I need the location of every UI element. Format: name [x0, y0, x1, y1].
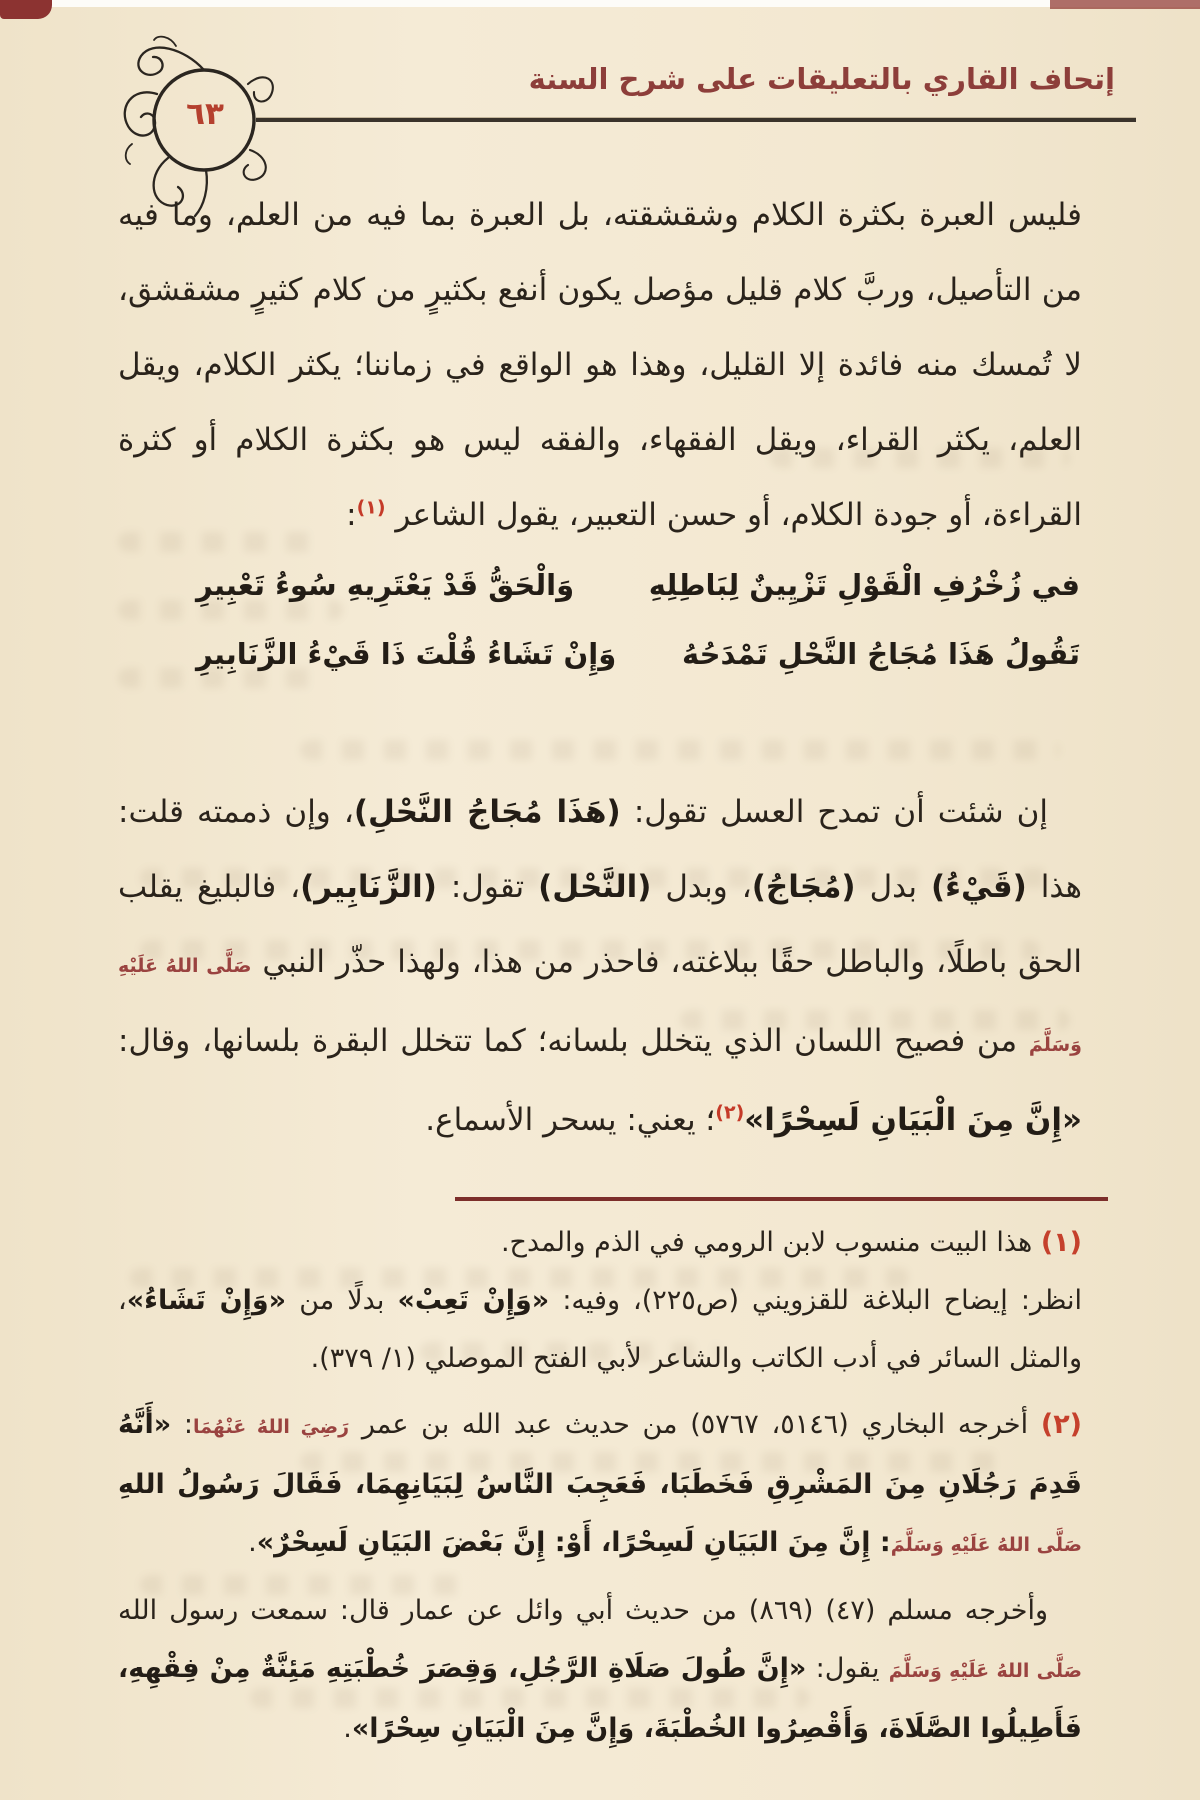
text-run: بدلًا من [286, 1285, 398, 1316]
paragraph-2 [118, 775, 1082, 1158]
text-run: ، فالبليغ يقلب الحق باطلًا، والباطل حقًا ببلاغته، فاحذر من هذا، ولهذا حذّر النبي [118, 869, 1083, 980]
text-run: . [343, 1713, 352, 1744]
poetry-verse-2 [118, 620, 1082, 689]
text-run: صَلَّى اللهُ عَلَيْهِ وَسَلَّمَ [118, 955, 1082, 1056]
text-run: انظر: إيضاح البلاغة للقزويني (ص٢٢٥)، وفيه: [549, 1285, 1083, 1316]
text-run: ، وإن ذممته قلت: هذا [118, 794, 1083, 905]
poetry-block [118, 551, 1082, 689]
text-run: (٢) [1040, 1409, 1083, 1440]
text-run: (١) [1040, 1227, 1082, 1258]
text-run: «وَإِنْ تَعِبْ» [397, 1285, 550, 1316]
footnote-separator [455, 1197, 1108, 1201]
text-run: (هَذَا مُجَاجُ النَّحْلِ) [353, 794, 621, 830]
text-run: : [171, 1409, 194, 1440]
text-run: من فصيح اللسان الذي يتخلل بلسانه؛ كما تتخلل البقرة بلسانها، وقال: [118, 1023, 1029, 1059]
text-run: «أَنَّهُ قَدِمَ رَجُلَانِ مِنَ المَشْرِقِ فَخَطَبَا، فَعَجِبَ النَّاسُ لِبَيَانِهِمَا، فَقَالَ رَسُولُ اللهِ [118, 1409, 1082, 1500]
text-run: (١) [356, 496, 386, 519]
text-run: . [248, 1527, 257, 1558]
text-run: صَلَّى اللهُ عَلَيْهِ وَسَلَّمَ [888, 1660, 1082, 1682]
text-run: (مُجَاجُ) [751, 869, 856, 905]
text-run: ؛ يعني: يسحر الأسماع. [425, 1102, 716, 1138]
page-number: ٦٣ [186, 96, 224, 132]
text-run: : إِنَّ مِنَ البَيَانِ لَسِحْرًا، أَوْ: إِنَّ بَعْضَ البَيَانِ لَسِحْرٌ» [256, 1527, 891, 1558]
text-run: تقول: [436, 869, 539, 905]
book-title: إتحاف القاري بالتعليقات على شرح السنة [528, 62, 1115, 96]
text-run: يقول: [806, 1653, 889, 1684]
text-run: وأخرجه مسلم (٤٧) (٨٦٩) من حديث أبي وائل عن عمار قال: سمعت رسول الله [118, 1595, 1049, 1626]
paragraph-1 [118, 178, 1082, 553]
text-run: «إِنَّ مِنَ الْبَيَانِ لَسِحْرًا» [744, 1102, 1082, 1138]
text-run: ، وبدل [651, 869, 752, 905]
text-run: (قَيْءُ) [930, 869, 1027, 905]
text-run: إن شئت أن تمدح العسل تقول: [620, 794, 1049, 830]
header-rule [256, 117, 1136, 122]
footnote-1 [118, 1214, 1082, 1388]
poetry-verse-1 [118, 551, 1082, 620]
text-run: بدل [855, 869, 931, 905]
text-run: «وَإِنْ تَشَاءُ» [126, 1285, 287, 1316]
scan-edge-strip [0, 0, 1200, 7]
scan-smear-top-left [0, 0, 52, 19]
scan-smear-top-right [1050, 0, 1200, 9]
text-run: (النَّحْل) [538, 869, 652, 905]
text-run: رَضِيَ اللهُ عَنْهُمَا [193, 1416, 350, 1438]
text-run: (الزَّنَابِير) [300, 869, 437, 905]
hemistich-right: تَقُولُ هَذَا مُجَاجُ النَّحْلِ تَمْدَحُهُ [682, 637, 1080, 671]
hemistich-left: وَإِنْ تَشَاءُ قُلْتَ ذَا قَيْءُ الزَّنَابِيرِ [196, 637, 617, 671]
footnote-2 [118, 1396, 1082, 1574]
text-run: ، والمثل السائر في أدب الكاتب والشاعر لأبي الفتح الموصلي (١/ ٣٧٩). [118, 1285, 1082, 1374]
footnotes-block [118, 1214, 1082, 1766]
bleedthrough-smudge [300, 740, 1060, 760]
text-run: أخرجه البخاري (٥١٤٦، ٥٧٦٧) من حديث عبد الله بن عمر [349, 1409, 1041, 1440]
text-run: (٢) [715, 1101, 745, 1124]
text-run: هذا البيت منسوب لابن الرومي في الذم والمدح. [500, 1227, 1041, 1258]
hemistich-left: وَالْحَقُّ قَدْ يَعْتَرِيهِ سُوءُ تَعْبِيرِ [196, 568, 575, 602]
footnote-2-continued [118, 1582, 1082, 1758]
text-run: فليس العبرة بكثرة الكلام وشقشقته، بل العبرة بما فيه من العلم، وما فيه من التأصيل، وربَّ كلام قليل مؤصل يكون أنفع بكثيرٍ من كلام كثيرٍ مشقشق، لا تُمسك منه فائدة إلا القليل، وهذا هو الواقع في زماننا؛ يكثر الكلام، ويقل العلم، يكثر القراء، ويقل الفقهاء، والفقه ليس هو بكثرة الكلام أو كثرة القراءة، أو جودة الكلام، أو حسن التعبير، يقول الشاعر [118, 197, 1082, 533]
text-run: صَلَّى اللهُ عَلَيْهِ وَسَلَّمَ [890, 1534, 1082, 1556]
text-run: : [346, 497, 357, 533]
text-run: «إِنَّ طُولَ صَلَاةِ الرَّجُلِ، وَقِصَرَ خُطْبَتِهِ مَئِنَّةٌ مِنْ فِقْهِهِ، فَأَطِيلُوا الصَّلَاةَ، وَأَقْصِرُوا الخُطْبَةَ، وَإِنَّ مِنَ الْبَيَانِ سِحْرًا» [118, 1653, 1082, 1744]
hemistich-right: في زُخْرُفِ الْقَوْلِ تَزْيِينٌ لِبَاطِلِهِ [648, 568, 1080, 602]
